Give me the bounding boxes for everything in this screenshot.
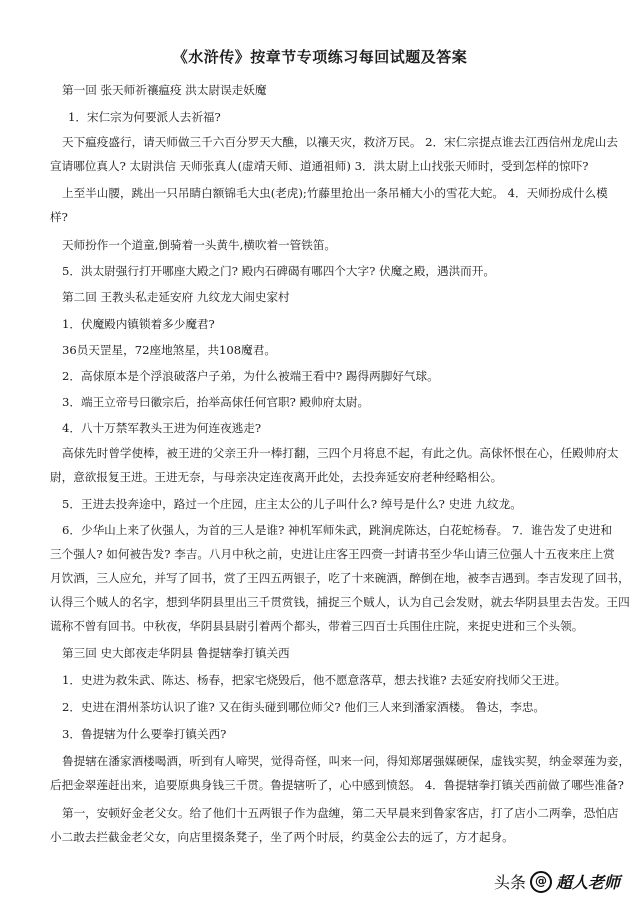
chapter-heading-3: 第三回 史大郎夜走华阴县 鲁提辖拳打镇关西: [62, 646, 290, 660]
question-line: 5．洪太尉强行打开哪座大殿之门? 殿内石碑碣有哪四个大字? 伏魔之殿，遇洪而开。: [62, 264, 495, 278]
chapter-heading-1: 第一回 张天师祈禳瘟疫 洪太尉误走妖魔: [62, 83, 267, 97]
answer-line: 宣请哪位真人? 太尉洪信 天师张真人(虚靖天师、道通祖师) 3．洪太尉上山找张天师时，受到怎样的惊吓?: [50, 159, 589, 173]
question-line: 1．伏魔殿内镇锁着多少魔君?: [62, 317, 215, 331]
question-line: 6．少华山上来了伙强人，为首的三人是谁? 神机军师朱武，跳涧虎陈达，白花蛇杨春。 7．谁告发了史进和: [62, 523, 613, 537]
answer-line: 上至半山腰，跳出一只吊睛白额锦毛大虫(老虎);竹藤里抢出一条吊桶大小的雪花大蛇。 4．天师扮成什么模: [62, 186, 608, 200]
answer-line: 天师扮作一个道童,倒骑着一头黄牛,横吹着一管铁笛。: [62, 238, 337, 252]
question-line: 4．八十万禁军教头王进为何连夜逃走?: [62, 421, 262, 435]
answer-line: 样?: [50, 210, 68, 224]
question-line: 2．史进在渭州茶坊认识了谁? 又在街头碰到哪位师父? 他们三人来到潘家酒楼。 鲁达，李忠。: [62, 700, 546, 714]
question-line: 3．端王立帝号曰徽宗后，抬举高俅任何官职? 殿帅府太尉。: [62, 395, 370, 409]
watermark-prefix: 头条: [493, 873, 526, 892]
at-icon: @: [530, 871, 552, 893]
answer-line: 月饮酒，三人应允，并写了回书，赏了王四五两银子，吃了十来碗酒，醉倒在地，被李吉遇到。李吉发现了回书，: [50, 571, 630, 585]
answer-line: 谎称不曾有回书。中秋夜，华阴县县尉引着两个都头，带着三四百士兵围住庄院，来捉史进和三个头领。: [50, 619, 584, 633]
answer-line: 后把金翠莲赶出来，追要原典身钱三千贯。鲁提辖听了，心中感到愤怒。 4．鲁提辖拳打镇关西前做了哪些准备?: [50, 778, 624, 792]
watermark: [494, 870, 620, 893]
chapter-heading-2: 第二回 王教头私走延安府 九纹龙大闹史家村: [62, 290, 290, 304]
answer-line: 尉，意欲报复王进。王进无奈，与母亲决定连夜离开此处，去投奔延安府老种经略相公。: [50, 470, 503, 484]
answer-line: 第一，安顿好金老父女。给了他们十五两银子作为盘缠，第二天早晨来到鲁家客店，打了店小二两拳，恐怕店: [62, 806, 619, 820]
answer-line: 高俅先时曾学使棒，被王进的父亲王升一棒打翻，三四个月将息不起，有此之仇。高俅怀恨在心，任殿帅府太: [62, 446, 619, 460]
question-line: 2．高俅原本是个浮浪破落户子弟，为什么被端王看中? 踢得两脚好气球。: [62, 369, 439, 383]
answer-line: 认得三个贼人的名字，想到华阴县里出三千贯赏钱，捕捉三个贼人，认为自己会发财，就去华阴县里去告发。王四: [50, 595, 630, 609]
answer-line: 三个强人? 如何被告发? 李吉。八月中秋之前，史进让庄客王四赍一封请书至少华山请三位强人十五夜来庄上赏: [50, 547, 615, 561]
watermark-brand: 超人老师: [555, 873, 620, 892]
answer-line: 小二敢去拦截金老父女，向店里掇条凳子，坐了两个时辰，约莫金公去的远了，方才起身。: [50, 830, 514, 844]
page-title: 《水浒传》按章节专项练习每回试题及答案: [172, 48, 468, 66]
answer-line: 鲁提辖在潘家酒楼喝酒，听到有人啼哭，觉得奇怪，叫来一问，得知郑屠强媒硬保，虚钱实契，纳金翠莲为妾，: [62, 754, 631, 768]
question-line: 5．王进去投奔途中，路过一个庄园，庄主太公的儿子叫什么? 绰号是什么? 史进 九纹龙。: [62, 497, 522, 511]
answer-line: 天下瘟疫盛行，请天师做三千六百分罗天大醮，以禳天灾，救济万民。 2．宋仁宗提点谁去江西信州龙虎山去: [62, 135, 618, 149]
question-line: 3．鲁提辖为什么要拳打镇关西?: [62, 727, 227, 741]
question-line: 1．宋仁宗为何要派人去祈福?: [68, 110, 221, 124]
question-line: 1．史进为救朱武、陈达、杨春，把家宅烧毁后，他不愿意落草，想去找谁? 去延安府找师父王进。: [62, 673, 567, 687]
answer-line: 36员天罡星，72座地煞星，共108魔君。: [62, 343, 276, 357]
